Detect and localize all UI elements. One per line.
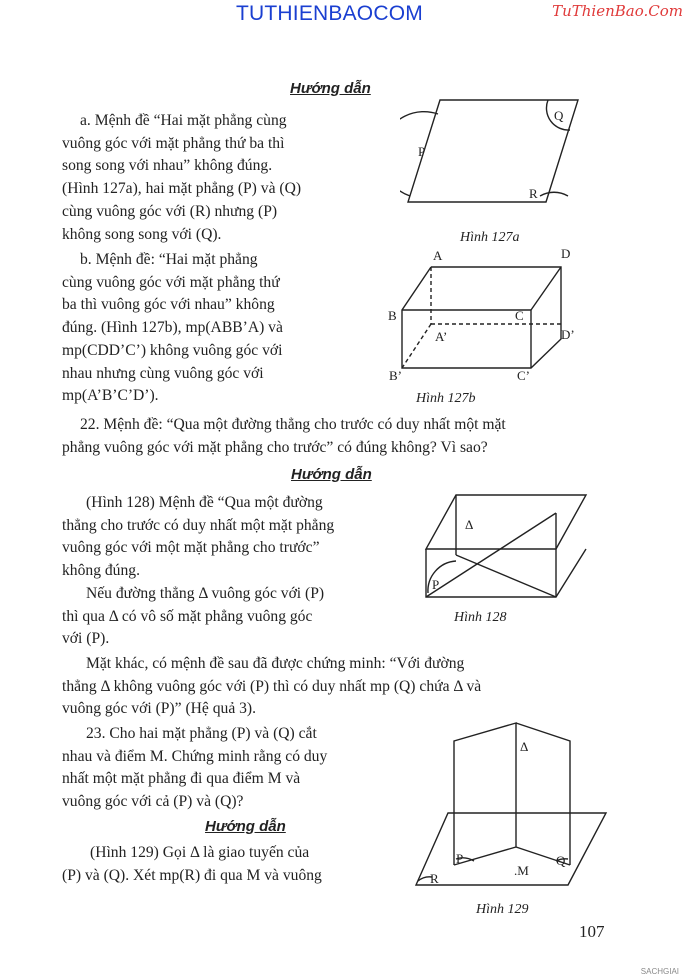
text-line: nhau và điểm M. Chứng minh rằng có duy [62, 747, 328, 765]
text-line: cùng vuông góc với (R) nhưng (P) [62, 202, 278, 220]
text-line: vuông góc với (P)” (Hệ quả 3). [62, 700, 257, 718]
guide-heading-3: Hướng dẫn [205, 818, 286, 835]
label-delta: Δ [520, 739, 529, 754]
text-line: (Hình 129) Gọi Δ là giao tuyến của [90, 844, 310, 861]
text-line: ba thì vuông góc với nhau” không [62, 296, 275, 314]
text-line: Mặt khác, có mệnh đề sau đã được chứng minh: “Với đường [86, 655, 465, 672]
label-r: R [430, 871, 439, 886]
text-line: không song song với (Q). [62, 225, 222, 243]
text-line: phẳng vuông góc với mặt phẳng cho trước” có đúng không? Vì sao? [62, 438, 488, 456]
label-p: P [456, 851, 464, 866]
guide-heading-1: Hướng dẫn [290, 80, 371, 97]
text-line: (Hình 128) Mệnh đề “Qua một đường [86, 494, 323, 511]
caption-128: Hình 128 [454, 610, 507, 625]
label-a-prime: A’ [435, 329, 448, 344]
figure-127a [400, 92, 590, 217]
text-line: cùng vuông góc với mặt phẳng thứ [62, 273, 280, 291]
text-line: vuông góc với cả (P) và (Q)? [62, 793, 244, 811]
figure-127b [385, 244, 585, 384]
arc-r [540, 192, 568, 196]
label-d: D [561, 246, 571, 261]
answer-22-part1 [62, 492, 402, 583]
text-line: a. Mệnh đề “Hai mặt phẳng cùng [80, 112, 287, 129]
caption-127a: Hình 127a [460, 230, 520, 245]
label-q: Q [556, 853, 566, 868]
paragraph-a [62, 110, 372, 246]
text-line: 22. Mệnh đề: “Qua một đường thẳng cho trước có duy nhất một mặt [80, 416, 506, 433]
label-r: R [529, 186, 538, 201]
text-line: với (P). [62, 630, 110, 648]
text-line: mp(A’B’C’D’). [62, 387, 159, 405]
text-line: thì qua Δ có vô số mặt phẳng vuông góc [62, 607, 313, 625]
question-22 [62, 414, 622, 459]
guide-heading-2: Hướng dẫn [291, 466, 372, 483]
caption-129: Hình 129 [476, 902, 529, 917]
label-c: C [515, 308, 524, 323]
label-m: .M [514, 863, 529, 878]
text-line: (Hình 127a), hai mặt phẳng (P) và (Q) [62, 180, 302, 198]
text-line: (P) và (Q). Xét mp(R) đi qua M và vuông [62, 866, 322, 884]
text-line: Nếu đường thẳng Δ vuông góc với (P) [86, 585, 325, 602]
label-c-prime: C’ [517, 368, 530, 383]
text-line: nhất một mặt phẳng đi qua điểm M và [62, 770, 301, 788]
watermark-logo: TuThienBao.Com [552, 2, 683, 20]
site-header: TUTHIENBAOCOM [236, 2, 423, 25]
text-line: thẳng cho trước có duy nhất một mặt phẳng [62, 516, 335, 534]
label-p: P [432, 577, 440, 592]
text-line: song song với nhau” không đúng. [62, 157, 273, 175]
label-a: A [433, 248, 443, 263]
label-b: B [388, 308, 397, 323]
label-d-prime: D’ [561, 327, 575, 342]
question-23 [62, 723, 392, 814]
figure-128 [408, 485, 593, 605]
label-delta: Δ [465, 517, 474, 532]
text-line: b. Mệnh đề: “Hai mặt phẳng [80, 251, 258, 268]
text-line: 23. Cho hai mặt phẳng (P) và (Q) cắt [86, 725, 317, 742]
figure-129 [410, 705, 610, 895]
page-number: 107 [579, 922, 605, 941]
text-line: vuông góc với mặt phẳng thứ ba thì [62, 134, 285, 152]
answer-22-part2 [62, 583, 402, 651]
text-line: thẳng Δ không vuông góc với (P) thì có duy nhất mp (Q) chứa Δ và [62, 677, 482, 695]
caption-127b: Hình 127b [416, 391, 476, 406]
label-p: P [418, 144, 426, 159]
text-line: mp(CDD’C’) không vuông góc với [62, 341, 283, 359]
label-b-prime: B’ [389, 368, 402, 383]
text-line: vuông góc với một mặt phẳng cho trước” [62, 539, 320, 557]
label-q: Q [554, 108, 564, 123]
answer-23 [62, 842, 392, 887]
text-line: không đúng. [62, 562, 140, 580]
paragraph-b [62, 249, 352, 408]
parallelogram-shape [408, 100, 578, 202]
text-line: nhau nhưng cùng vuông góc với [62, 364, 264, 382]
footer-logo: SACHGIAI [640, 967, 679, 976]
text-line: đúng. (Hình 127b), mp(ABB’A) và [62, 319, 283, 337]
